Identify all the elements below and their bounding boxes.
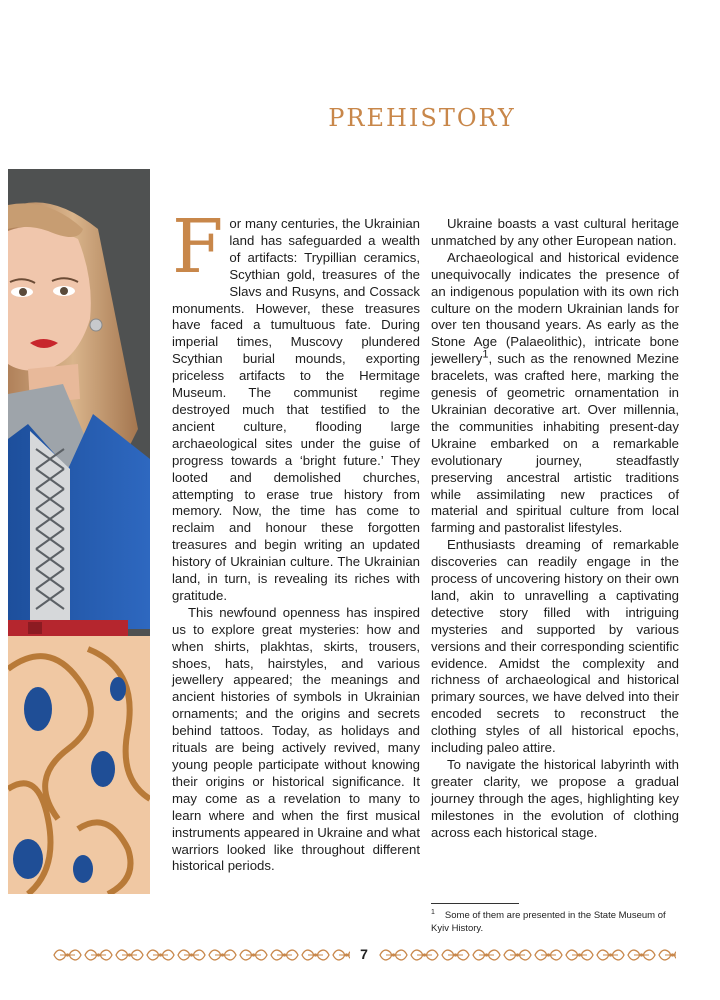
fashion-illustration: [8, 169, 150, 894]
paragraph-text: , such as the renowned Mezine bracelets, was crafted here, marking the genesis of geometric ornamentation in Ukrainian decorative art. Over millennia, the communities inhabiting present-day Ukraine embarked on a remarkable evolutionary journey, steadfastly preserving ancestral artistic traditions while assimilating new practices of material and spiritual culture from local farming and pastoralist lifestyles.: [431, 351, 679, 536]
footnote-text: Some of them are presented in the State Museum of Kyiv History.: [431, 910, 666, 934]
drop-cap: F: [172, 204, 224, 290]
footnote-divider: [431, 903, 519, 904]
footnote-number: 1: [431, 908, 435, 916]
paragraph: This newfound openness has inspired us to explore great mysteries: how and when shirts, plakhtas, skirts, trousers, shoes, hats, hairstyles, and various jewellery appeared; the meanings and ancient histories of symbols in Ukrainian ornaments; and the origins and secrets behind tattoos. Today, as holidays and rituals are being actively revived, many young people participate without knowing their origins or historical significance. It may come as a revelation to many to learn where and when the first musical instruments appeared in Ukraine and what warriors looked like throughout different historical periods.: [172, 604, 420, 874]
left-text-column: [172, 204, 420, 875]
page-title: PREHISTORY: [328, 104, 516, 132]
intro-paragraph: [172, 204, 420, 605]
footnote: [431, 909, 679, 935]
paragraph-text: or many centuries, the Ukrainian land has safeguarded a wealth of artifacts: Trypillian ceramics, Scythian gold, treasures of the Slavs and Rusyns, and Cossack monuments. However, these treasures have faced a tumultuous fate. During imperial times, Muscovy plundered Scythian burial mounds, exporting priceless artifacts to the Hermitage Museum. The communist regime destroyed much that testified to the ancient culture, flooding large archaeological sites under the guise of progress towards a ‘bright future.’ They looted and demolished churches, attempting to erase true history from memory. Now, the time has come to reclaim and honour these forgotten treasures and begin writing an updated history of Ukrainian culture. The Ukrainian land, in turn, is revealing its riches with gratitude.: [172, 216, 420, 603]
footnote-marker: 1: [482, 348, 489, 361]
paragraph: Enthusiasts dreaming of remarkable discoveries can readily engage in the process of uncovering history on their own land, akin to unravelling a captivating detective story filled with intriguing mysteries and supported by various versions and their corresponding scientific evidence. Amidst the complexity and richness of archaeological and historical primary sources, we have delved into their encoded secrets to reconstruct the clothing styles of all historical epochs, including paleo attire.: [431, 537, 679, 756]
paragraph: Ukraine boasts a vast cultural heritage unmatched by any other European nation.: [431, 216, 679, 248]
page-number: 7: [360, 946, 368, 962]
ornament-border-right: [378, 944, 676, 966]
paragraph: [431, 250, 679, 537]
right-text-column: [431, 216, 679, 842]
paragraph-text: Archaeological and historical evidence unequivocally indicates the presence of an indigenous population with its own rich culture on the modern Ukrainian lands for over ten thousand years. As early as the Stone Age (Palaeolithic), intricate bone jewellery: [431, 249, 679, 367]
paragraph: To navigate the historical labyrinth with greater clarity, we propose a gradual journey through the ages, highlighting key milestones in the evolution of clothing across each historical stage.: [431, 757, 679, 840]
ornament-border-left: [52, 944, 350, 966]
